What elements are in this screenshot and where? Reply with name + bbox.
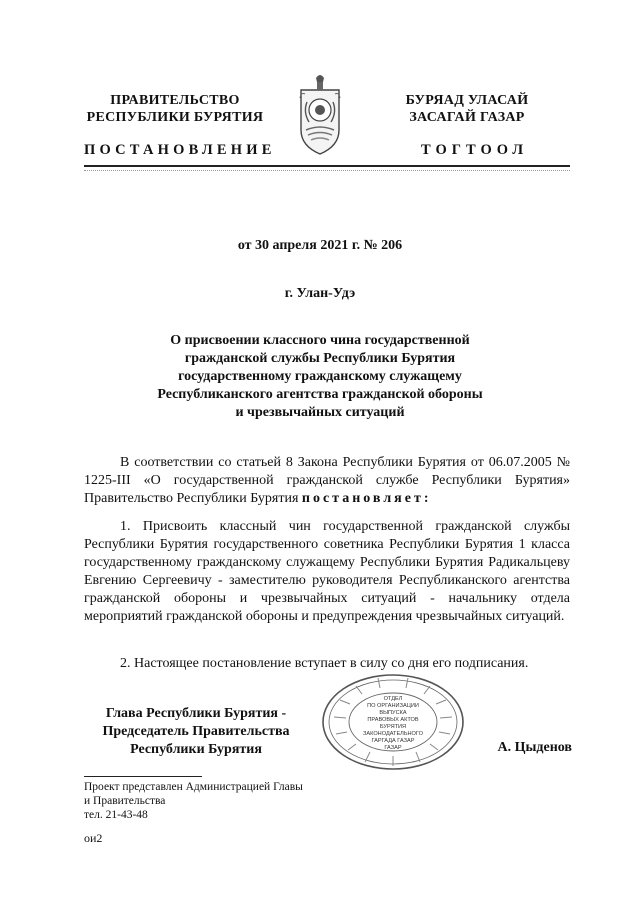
stamp-line: ГАРГАДА ГАЗАР [371,738,415,744]
stamp-line: ПРАВОВЫХ АКТОВ [367,717,419,723]
signatory-title-line: Республики Бурятия [130,742,262,757]
subject-line: и чрезвычайных ситуаций [235,405,405,420]
subject-line: О присвоении классного чина государственной [170,333,470,348]
doctype-buryat: ТОГТООЛ [421,142,529,158]
signatory-title-line: Председатель Правительства [102,724,290,739]
document-code: ои2 [84,831,103,845]
subject-line: Республиканского агентства гражданской обороны [157,387,483,402]
signatory-name: А. Цыденов [497,740,572,755]
subject-line: государственному гражданскому служащему [178,369,462,384]
signatory-title-line: Глава Республики Бурятия - [105,706,287,721]
footnote-line: тел. 21-43-48 [84,809,148,821]
footnote [84,780,303,822]
stamp-line: ПО ОРГАНИЗАЦИИ [367,703,419,709]
stamp-line: БУРЯТИЯ [379,724,407,730]
coat-of-arms-emblem-icon [297,72,343,156]
decree-verb: постановляет: [301,491,432,506]
footnote-line: Проект представлен Администрацией Главы [84,781,303,793]
header-rule [84,165,570,167]
official-seal-stamp [320,672,466,772]
stamp-line: ГАЗАР [384,745,402,751]
header-right-line-2: ЗАСАГАЙ ГАЗАР [409,110,525,125]
preamble-text: В соответствии со статьей 8 Закона Республики Бурятия от 06.07.2005 № 1225-III «О государственной гражданской службе Республики Бурятия» Правительство Республики Бурятия [84,455,570,506]
header-dotted-rule [84,170,570,171]
decree-subject [120,332,520,422]
header-left-line-1: ПРАВИТЕЛЬСТВО [110,93,240,108]
header-right-org [372,92,562,126]
stamp-line: ОТДЕЛ [383,696,403,702]
clause-1-paragraph: 1. Присвоить классный чин государственной гражданской службы Республики Бурятия государственного советника Республики Бурятия 1 класса государственному гражданскому служащему Республики Бурятия Радикальцеву Евгению Сергеевичу - заместителю руководителя Республиканского агентства гражданской обороны и чрезвычайных ситуаций - начальнику отдела мероприятий гражданской обороны и предупреждения чрезвычайных ситуаций. [84,519,570,624]
stamp-line: ЗАКОНОДАТЕЛЬНОГО [363,731,423,737]
footnote-rule [84,776,202,777]
header-left-line-2: РЕСПУБЛИКИ БУРЯТИЯ [86,110,264,125]
header-left-org [70,92,280,126]
clause-2-paragraph: 2. Настоящее постановление вступает в силу со дня его подписания. [120,656,529,671]
subject-line: гражданской службы Республики Бурятия [184,351,456,366]
doctype-russian: ПОСТАНОВЛЕНИЕ [84,142,276,158]
preamble-paragraph [84,454,570,508]
stamp-line: ВЫПУСКА [379,710,407,716]
header-right-line-1: БУРЯАД УЛАСАЙ [405,93,529,108]
signatory-title [84,705,308,759]
date-number-line: от 30 апреля 2021 г. № 206 [237,238,403,253]
footnote-line: и Правительства [84,795,166,807]
city-line: г. Улан-Удэ [284,286,356,301]
